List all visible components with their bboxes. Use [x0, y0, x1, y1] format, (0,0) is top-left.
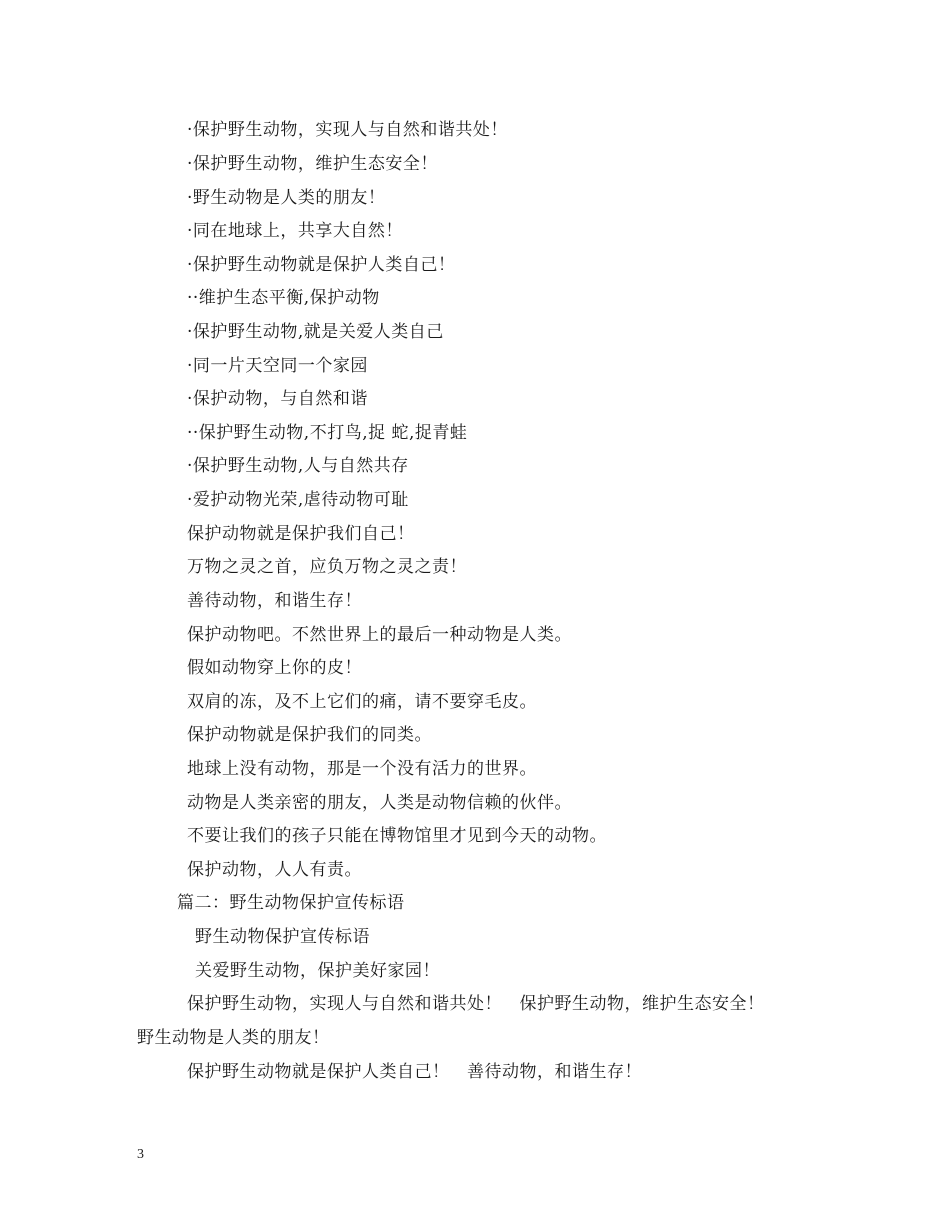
slogan-line: 保护动物就是保护我们自己！ [187, 524, 415, 544]
bullet-line: ·保护野生动物，实现人与自然和谐共处！ [187, 120, 508, 140]
bullet-line: ·同在地球上，共享大自然！ [187, 221, 403, 241]
slogan-line: 保护动物就是保护我们的同类。 [187, 725, 432, 745]
bullet-line: ·保护野生动物，维护生态安全！ [187, 154, 438, 174]
slogan-line: 双肩的冻，及不上它们的痛，请不要穿毛皮。 [187, 692, 537, 712]
bullet-line: ·保护野生动物,人与自然共存 [187, 456, 409, 476]
slogan-line: 不要让我们的孩子只能在博物馆里才见到今天的动物。 [187, 826, 607, 846]
slogan-line: 保护动物吧。不然世界上的最后一种动物是人类。 [187, 625, 572, 645]
bullet-line: ·保护动物，与自然和谐 [187, 389, 368, 409]
bullet-line: ·野生动物是人类的朋友！ [187, 188, 386, 208]
slogan-line: 保护动物，人人有责。 [187, 860, 362, 880]
slogan-line: 地球上没有动物，那是一个没有活力的世界。 [187, 759, 537, 779]
bullet-line: ·爱护动物光荣,虐待动物可耻 [187, 490, 409, 510]
intro-line: 关爱野生动物，保护美好家园！ [195, 961, 440, 981]
slogan-line: 假如动物穿上你的皮！ [187, 658, 362, 678]
slogan-line: 善待动物，和谐生存！ [187, 591, 362, 611]
page-number: 3 [137, 1147, 144, 1162]
paragraph-line: 保护野生动物，实现人与自然和谐共处！ 保护野生动物，维护生态安全！ [187, 994, 765, 1014]
slogan-line: 动物是人类亲密的朋友，人类是动物信赖的伙伴。 [187, 793, 572, 813]
bullet-line: ··保护野生动物,不打鸟,捉 蛇,捉青蛙 [187, 423, 468, 443]
section-heading: 篇二：野生动物保护宣传标语 [177, 893, 405, 913]
bullet-line: ··维护生态平衡,保护动物 [187, 288, 380, 308]
paragraph-line: 保护野生动物就是保护人类自己！ 善待动物，和谐生存！ [187, 1062, 642, 1082]
sub-heading: 野生动物保护宣传标语 [195, 927, 370, 947]
slogan-line: 万物之灵之首，应负万物之灵之责！ [187, 557, 467, 577]
bullet-line: ·同一片天空同一个家园 [187, 356, 368, 376]
bullet-line: ·保护野生动物就是保护人类自己！ [187, 255, 456, 275]
paragraph-line: 野生动物是人类的朋友！ [137, 1028, 330, 1048]
bullet-line: ·保护野生动物,就是关爱人类自己 [187, 322, 444, 342]
